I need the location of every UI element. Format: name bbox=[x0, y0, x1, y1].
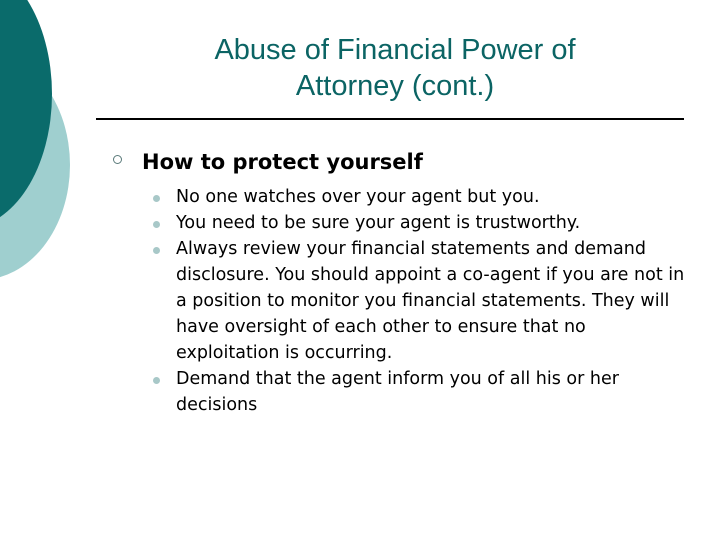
dot-bullet-icon bbox=[153, 221, 160, 228]
slide-title bbox=[120, 32, 670, 104]
sub-bullet-list bbox=[150, 184, 690, 418]
section-heading: How to protect yourself bbox=[142, 150, 423, 174]
title-line-2: Attorney (cont.) bbox=[295, 70, 495, 102]
hollow-circle-bullet-icon bbox=[113, 155, 122, 164]
list-item-text: Always review your financial statements and demand disclosure. You should appoint a co-agent if you are not in a position to monitor you financial statements. They will have oversight of each other to ensure that no exploitation is occurring. bbox=[176, 239, 685, 363]
list-item-text: You need to be sure your agent is trustworthy. bbox=[176, 213, 581, 233]
list-item-text: No one watches over your agent but you. bbox=[176, 187, 540, 207]
dot-bullet-icon bbox=[153, 247, 160, 254]
list-item bbox=[150, 184, 690, 210]
list-item bbox=[150, 366, 690, 418]
list-item bbox=[150, 236, 690, 366]
list-item-text: Demand that the agent inform you of all his or her decisions bbox=[176, 369, 619, 415]
list-item bbox=[150, 210, 690, 236]
title-divider bbox=[96, 118, 684, 120]
title-line-1: Abuse of Financial Power of bbox=[214, 34, 576, 66]
dot-bullet-icon bbox=[153, 377, 160, 384]
dot-bullet-icon bbox=[153, 195, 160, 202]
